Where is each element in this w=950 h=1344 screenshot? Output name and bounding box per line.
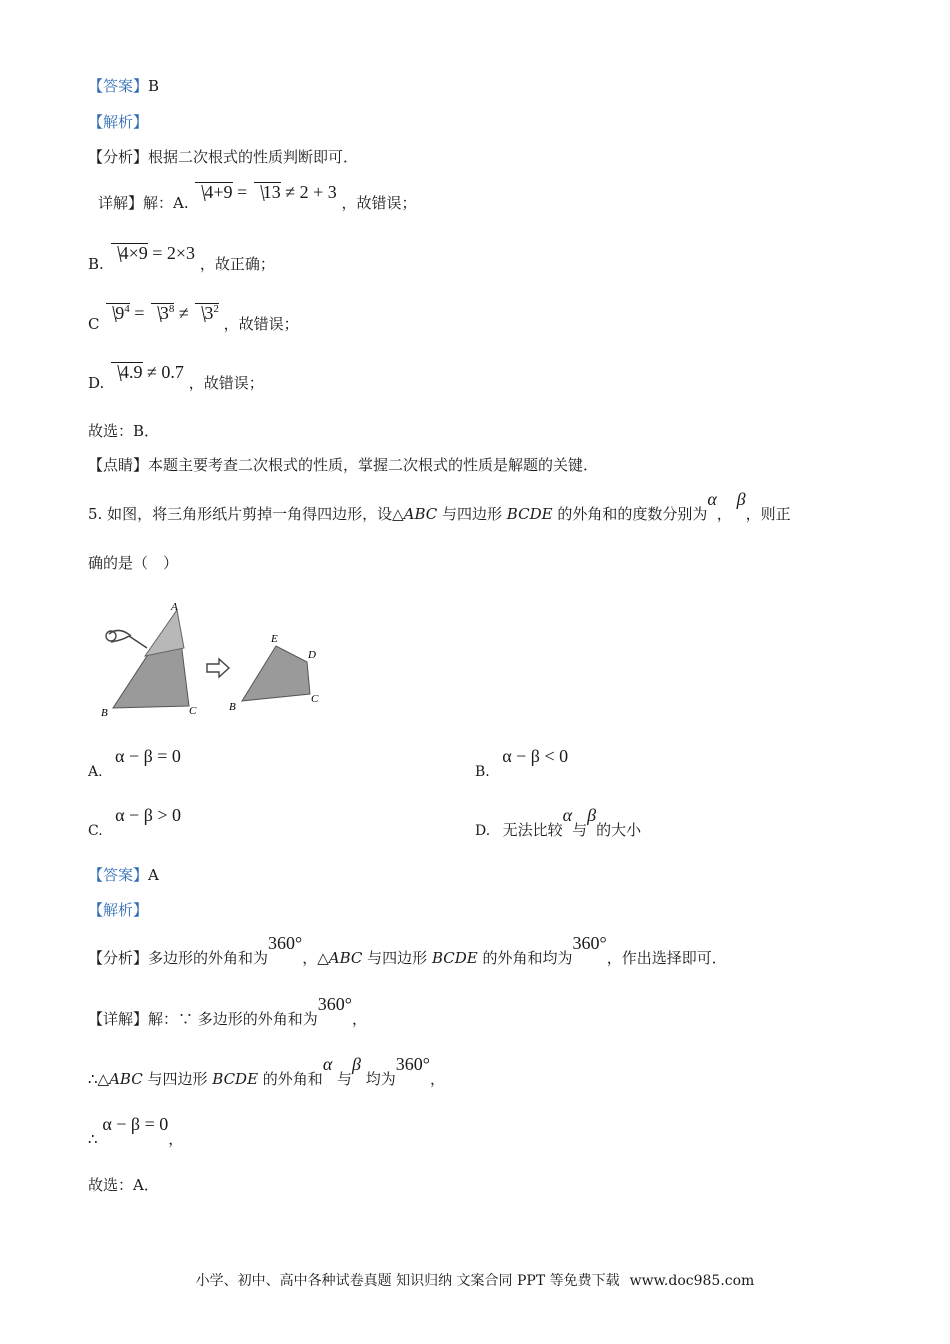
fenxi-text: 根据二次根式的性质判断即可．	[148, 148, 359, 166]
b-label: B.	[88, 255, 104, 273]
q4-detail-a-line	[98, 182, 417, 213]
arrow-right-icon	[207, 659, 229, 677]
fenxi-tag: 【分析】	[88, 148, 149, 166]
answer-value: A	[148, 866, 159, 884]
d-tail: ，故错误；	[188, 374, 264, 392]
q5-stem-line2: 确的是（ ）	[88, 554, 179, 572]
q5-answer-line	[88, 865, 159, 885]
dianjing-tag: 【点睛】	[88, 456, 149, 474]
label-B: B	[101, 707, 108, 719]
label-B2: B	[229, 701, 236, 713]
q4-fenxi-line	[88, 147, 358, 167]
q5-detail-line1: 【详解】解：∵ 多边形的外角和为360°，	[88, 994, 368, 1028]
answer-value: B	[148, 77, 160, 95]
label-C: C	[189, 705, 197, 717]
q5-fenxi-line: 【分析】多边形的外角和为360°，△ABC 与四边形 BCDE 的外角和均为360°，作出选择即可．	[88, 933, 727, 967]
footer-text: 小学、初中、高中各种试卷真题 知识归纳 文案合同 PPT 等免费下载	[195, 1273, 620, 1289]
q4-analysis-line	[88, 112, 148, 132]
beta-symbol: β	[736, 489, 746, 509]
a-math: 4+9 = 13 ≠ 2 + 3	[193, 182, 336, 202]
q4-detail-d-line	[88, 362, 264, 393]
quadrilateral-shape	[242, 646, 310, 701]
q4-detail-b-line	[88, 243, 275, 274]
q5-stem-line1: 5. 如图，将三角形纸片剪掉一角得四边形，设△ABC 与四边形 BCDE 的外角和的度数分别为α， β，则正	[88, 489, 791, 523]
c-math: $9^4 = 3^8 \ne 3^2$	[104, 303, 219, 323]
q4-dianjing-line	[88, 455, 598, 475]
q5-detail-line2: ∴△ABC 与四边形 BCDE 的外角和α 与β 均为360°，	[88, 1054, 446, 1088]
analysis-tag: 【解析】	[88, 113, 149, 131]
d-math: 4.9 ≠ 0.7	[109, 362, 184, 382]
option-a[interactable]: A. α − β = 0	[88, 746, 181, 780]
q4-choose-line: 故选：B．	[88, 422, 160, 440]
q5-choose-line: 故选：A．	[88, 1176, 159, 1194]
page-footer	[0, 1270, 950, 1290]
d-label: D.	[88, 374, 105, 392]
option-d[interactable]: D. 无法比较α与β的大小	[475, 805, 642, 839]
dianjing-text: 本题主要考查二次根式的性质，掌握二次根式的性质是解题的关键．	[148, 456, 599, 474]
detail-label: 详解】解：A.	[98, 194, 189, 212]
option-b[interactable]: B. α − β < 0	[475, 746, 569, 780]
label-C2: C	[311, 693, 319, 705]
cut-corner-shape	[145, 610, 184, 656]
label-A: A	[171, 601, 178, 613]
analysis-tag: 【解析】	[88, 901, 149, 919]
answer-tag: 【答案】	[88, 866, 149, 884]
label-E: E	[271, 633, 278, 645]
answer-tag: 【答案】	[88, 77, 149, 95]
q4-detail-c-line	[88, 303, 299, 335]
label-D: D	[308, 649, 316, 661]
q5-analysis-line	[88, 900, 148, 920]
alpha-symbol: α	[707, 489, 717, 509]
c-label: C	[88, 315, 100, 333]
b-tail: ，故正确；	[199, 255, 275, 273]
b-math: 4×9 = 2×3	[109, 243, 195, 263]
q5-figure	[95, 598, 335, 723]
footer-url[interactable]: www.doc985.com	[629, 1273, 755, 1289]
option-c[interactable]: C. α − β > 0	[88, 805, 182, 839]
c-tail: ，故错误；	[223, 315, 299, 333]
q5-detail-line3: ∴ α − β = 0，	[88, 1114, 184, 1148]
q4-answer-line	[88, 76, 159, 96]
a-tail: ，故错误；	[341, 194, 417, 212]
